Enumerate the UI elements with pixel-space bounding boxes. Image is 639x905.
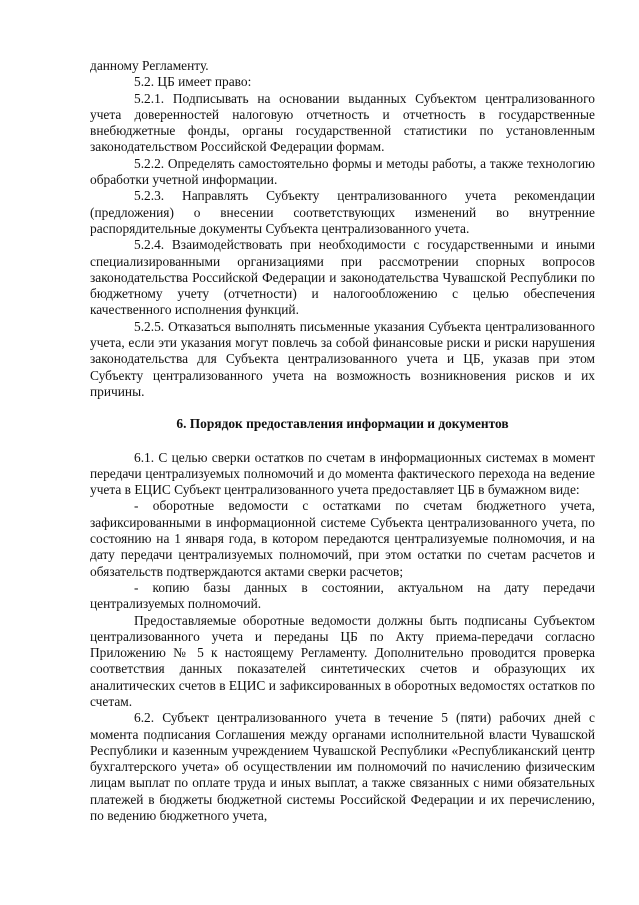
paragraph-5-2-3: 5.2.3. Направлять Субъекту централизованного учета рекомендации (предложения) о внесении соответствующих изменений во внутренние распорядительные документы Субъекта централизованного учета. bbox=[90, 188, 595, 236]
paragraph-5-2-5: 5.2.5. Отказаться выполнять письменные указания Субъекта централизованного учета, если эти указания могут повлечь за собой финансовые риски и риски нарушения законодательства для Субъекта централизованного учета и ЦБ, указав при этом Субъекту централизованного учета на возможность возникновения рисков и их причины. bbox=[90, 318, 595, 399]
paragraph-5-2: 5.2. ЦБ имеет право: bbox=[134, 74, 252, 90]
list-item-database-copy: - копию базы данных в состоянии, актуальном на дату передачи централизуемых полномочий. bbox=[90, 579, 595, 612]
paragraph-5-2-2: 5.2.2. Определять самостоятельно формы и методы работы, а также технологию обработки учетной информации. bbox=[90, 155, 595, 188]
paragraph-5-2-1: 5.2.1. Подписывать на основании выданных Субъектом централизованного учета доверенностей налоговую отчетность и отчетность в государственные внебюджетные фонды, органы государственной статистики по установленным законодательством Российской Федерации формам. bbox=[90, 90, 595, 155]
paragraph-5-2-4: 5.2.4. Взаимодействовать при необходимости с государственными и иными специализированными организациями при рассмотрении спорных вопросов законодательства Российской Федерации и законодательства Чувашской Республики по бюджетному учету (отчетности) и налогообложению с целью обеспечения качественного исполнения функций. bbox=[90, 237, 595, 318]
paragraph-6-1: 6.1. С целью сверки остатков по счетам в информационных системах в момент передачи централизуемых полномочий и до момента фактического перехода на ведение учета в ЕЦИС Субъект централизованного учета предоставляет ЦБ в бумажном виде: bbox=[90, 449, 595, 498]
list-item-turnover-statements: - оборотные ведомости с остатками по счетам бюджетного учета, зафиксированными в информационной системе Субъекта централизованного учета, по состоянию на 1 января года, в котором передаются централизуемые полномочия, и на дату передачи централизуемых полномочий, при этом остатки по счетам расчетов и обязательств подтверждаются актами сверки расчетов; bbox=[90, 498, 595, 579]
paragraph-turnover-signing: Предоставляемые оборотные ведомости должны быть подписаны Субъектом централизованного учета и переданы ЦБ по Акту приема-передачи согласно Приложению № 5 к настоящему Регламенту. Дополнительно проводится проверка соответствия данных показателей синтетических счетов и образующих их аналитических счетов в ЕЦИС и зафиксированных в оборотных ведомостях остатков по счетам. bbox=[90, 612, 595, 709]
paragraph-continuation: данному Регламенту. bbox=[90, 58, 209, 73]
document-page bbox=[90, 58, 595, 824]
paragraph-6-2: 6.2. Субъект централизованного учета в течение 5 (пяти) рабочих дней с момента подписания Соглашения между органами исполнительной власти Чувашской Республики и казенным учреждением Чувашской Республики «Республиканский центр бухгалтерского учета» об осуществлении им полномочий по начислению физическим лицам выплат по оплате труда и иных выплат, а также связанных с ними обязательных платежей в бюджеты бюджетной системы Российской Федерации и их перечислению, по ведению бюджетного учета, bbox=[90, 710, 595, 824]
section-6-heading: 6. Порядок предоставления информации и документов bbox=[176, 416, 509, 432]
